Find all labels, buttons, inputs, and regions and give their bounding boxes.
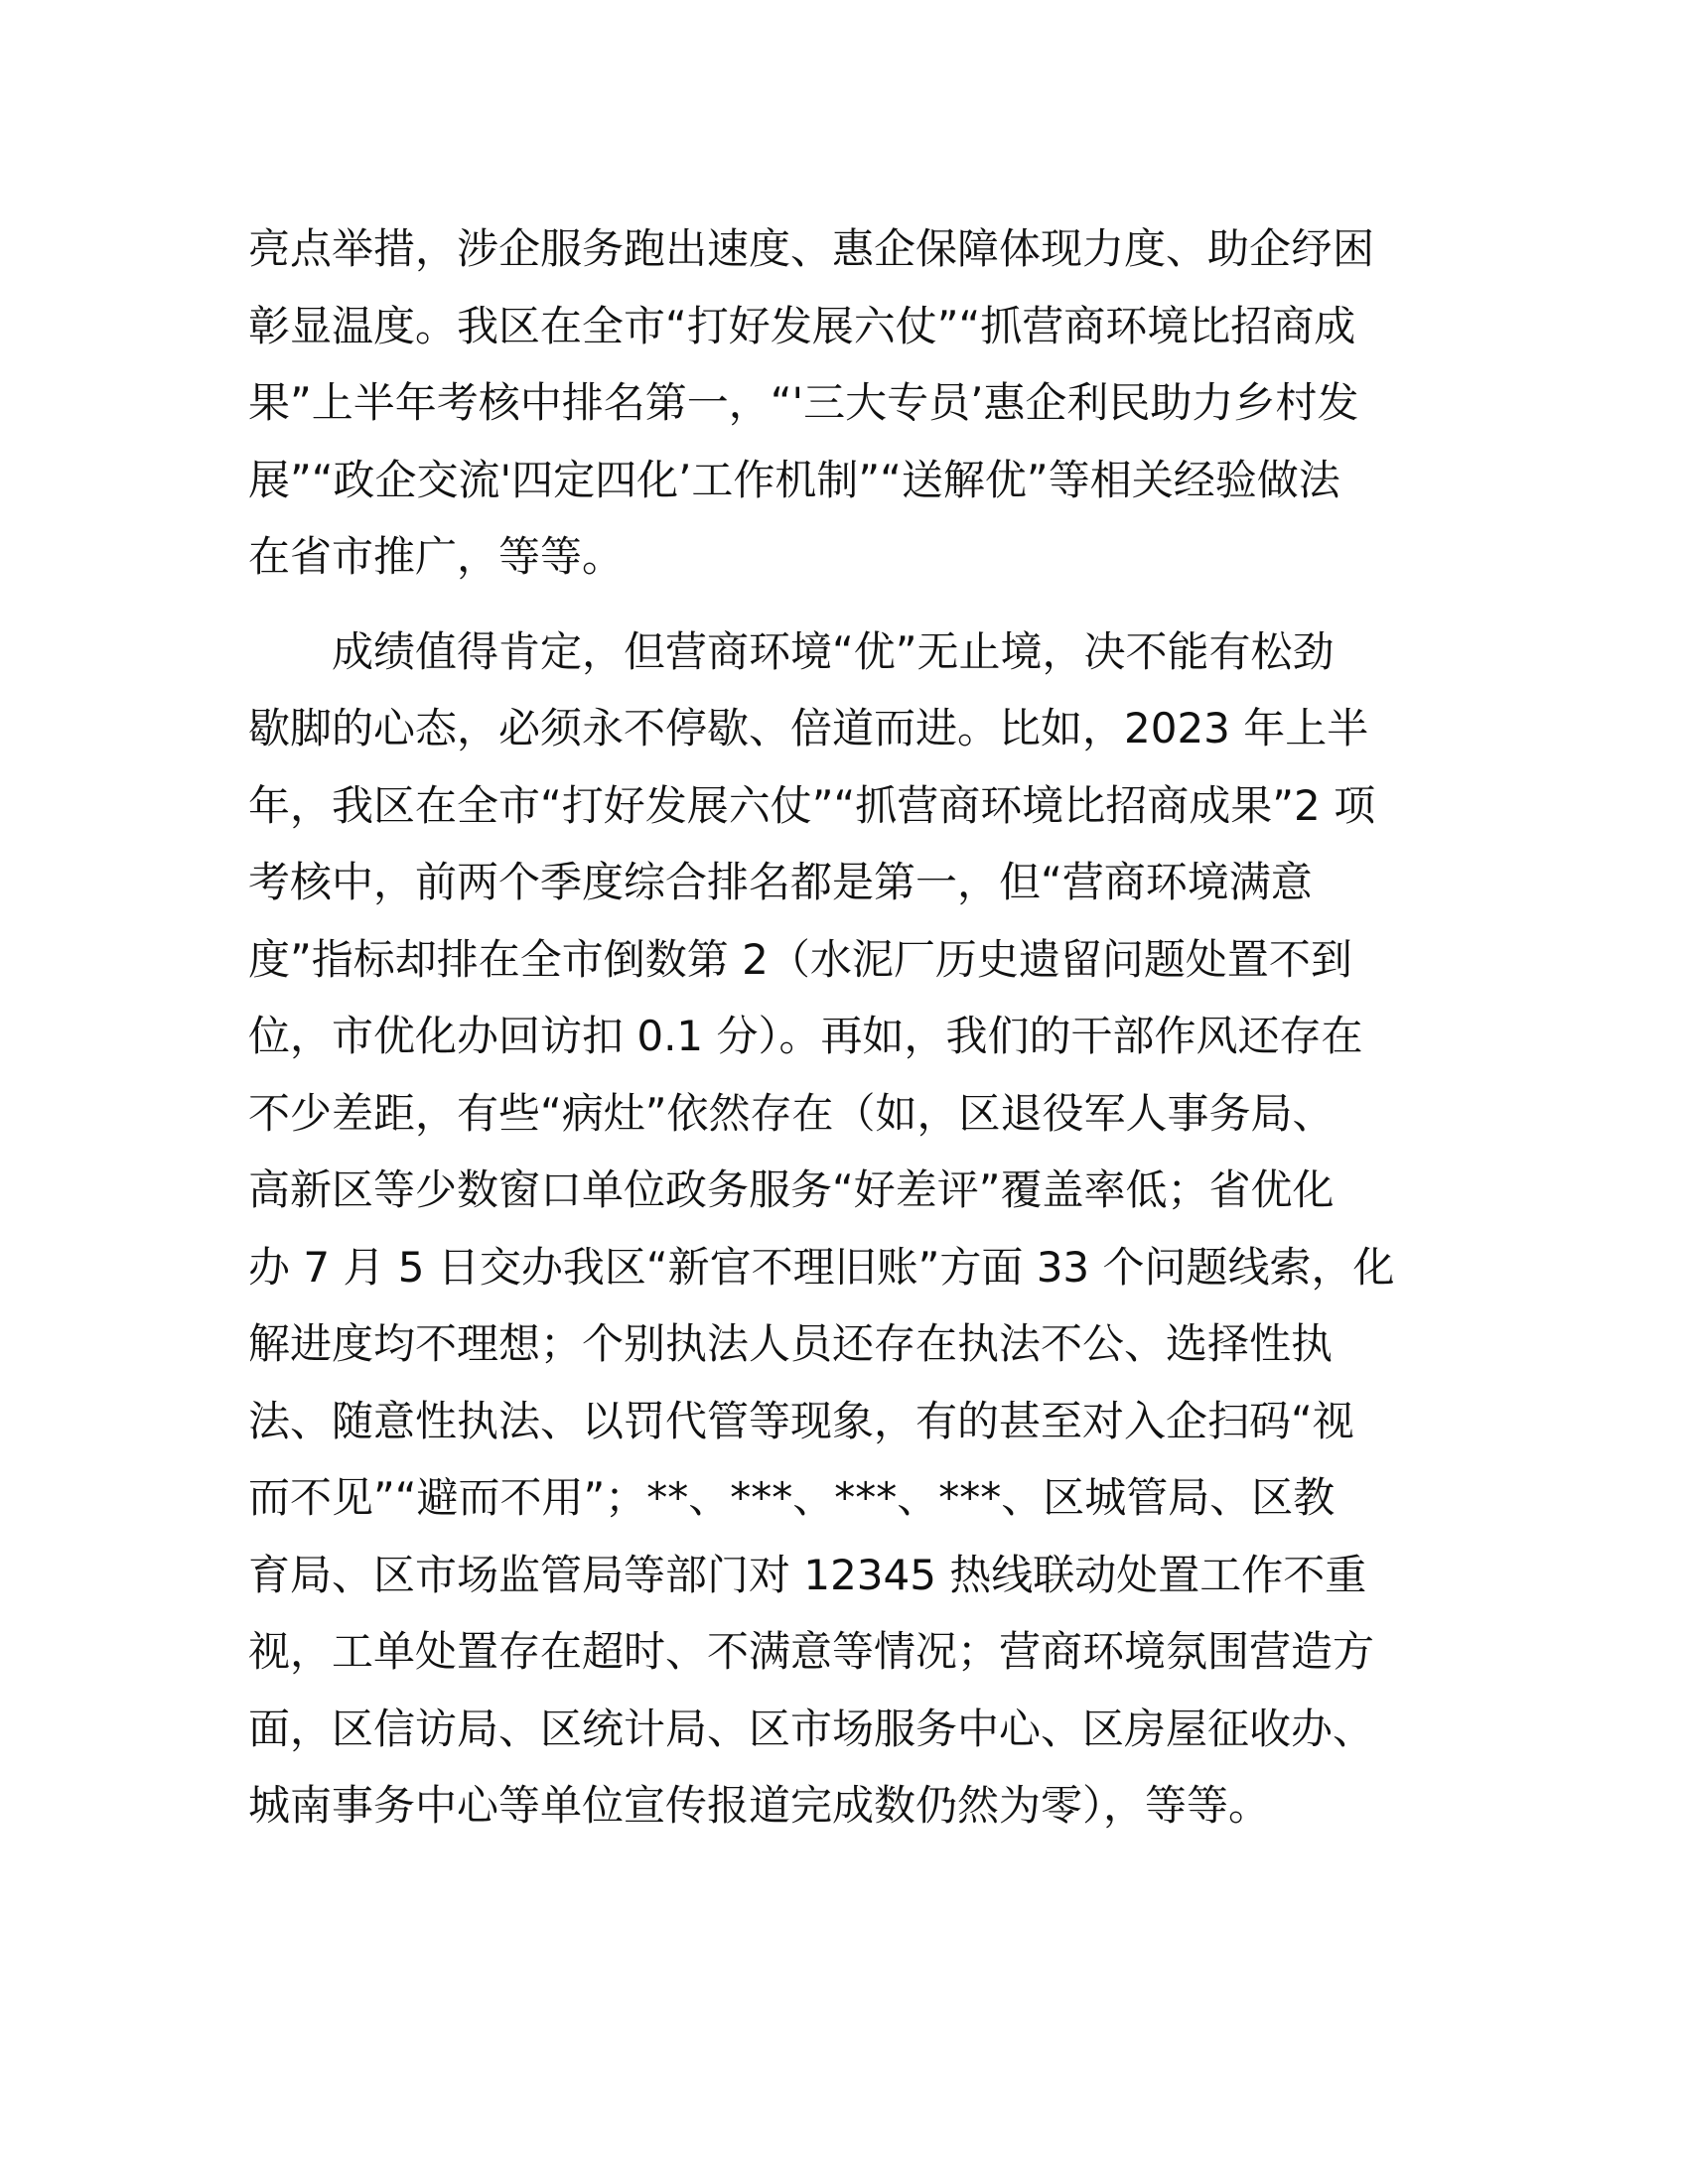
paragraph-spacing [248, 596, 1440, 614]
text-line: 不少差距，有些“病灶”依然存在（如，区退役军人事务局、 [248, 1088, 1335, 1138]
text-line: 高新区等少数窗口单位政务服务“好差评”覆盖率低；省优化 [248, 1165, 1335, 1214]
text-line: 办 7 月 5 日交办我区“新官不理旧账”方面 33 个问题线索，化 [248, 1242, 1395, 1292]
text-line: 歇脚的心态，必须永不停歇、倍道而进。比如，2023 年上半 [248, 704, 1369, 752]
text-line: 考核中，前两个季度综合排名都是第一，但“营商环境满意 [248, 858, 1313, 906]
text-line: 而不见”“避而不用”；**、***、***、***、区城管局、区教 [248, 1473, 1336, 1522]
text-line: 城南事务中心等单位宣传报道完成数仍然为零），等等。 [248, 1781, 1271, 1830]
paragraph-2 [248, 614, 1440, 1844]
text-line: 育局、区市场监管局等部门对 12345 热线联动处置工作不重 [248, 1550, 1367, 1599]
body-text [248, 210, 1440, 1844]
text-line-indented: 成绩值得肯定，但营商环境“优”无止境，决不能有松劲 [332, 626, 1335, 676]
text-line: 面，区信访局、区统计局、区市场服务中心、区房屋征收办、 [248, 1704, 1375, 1753]
text-line: 果”上半年考核中排名第一，“'三大专员’惠企利民助力乡村发 [248, 378, 1359, 427]
text-line: 展”“政企交流'四定四化’工作机制”“送解优”等相关经验做法 [248, 455, 1340, 504]
text-line: 彰显温度。我区在全市“打好发展六仗”“抓营商环境比招商成 [248, 301, 1356, 350]
text-line: 解进度均不理想；个别执法人员还存在执法不公、选择性执 [248, 1319, 1334, 1368]
text-line: 年，我区在全市“打好发展六仗”“抓营商环境比招商成果”2 项 [248, 780, 1376, 830]
text-line: 视，工单处置存在超时、不满意等情况；营商环境氛围营造方 [248, 1627, 1375, 1676]
paragraph-1 [248, 210, 1440, 596]
text-line: 位，市优化办回访扣 0.1 分）。再如，我们的干部作风还存在 [248, 1012, 1363, 1060]
text-line: 亮点举措，涉企服务跑出速度、惠企保障体现力度、助企纾困 [248, 224, 1375, 273]
text-line: 度”指标却排在全市倒数第 2（水泥厂历史遗留问题处置不到 [248, 934, 1352, 984]
text-line: 在省市推广，等等。 [248, 532, 625, 581]
text-line: 法、随意性执法、以罚代管等现象，有的甚至对入企扫码“视 [248, 1396, 1354, 1445]
